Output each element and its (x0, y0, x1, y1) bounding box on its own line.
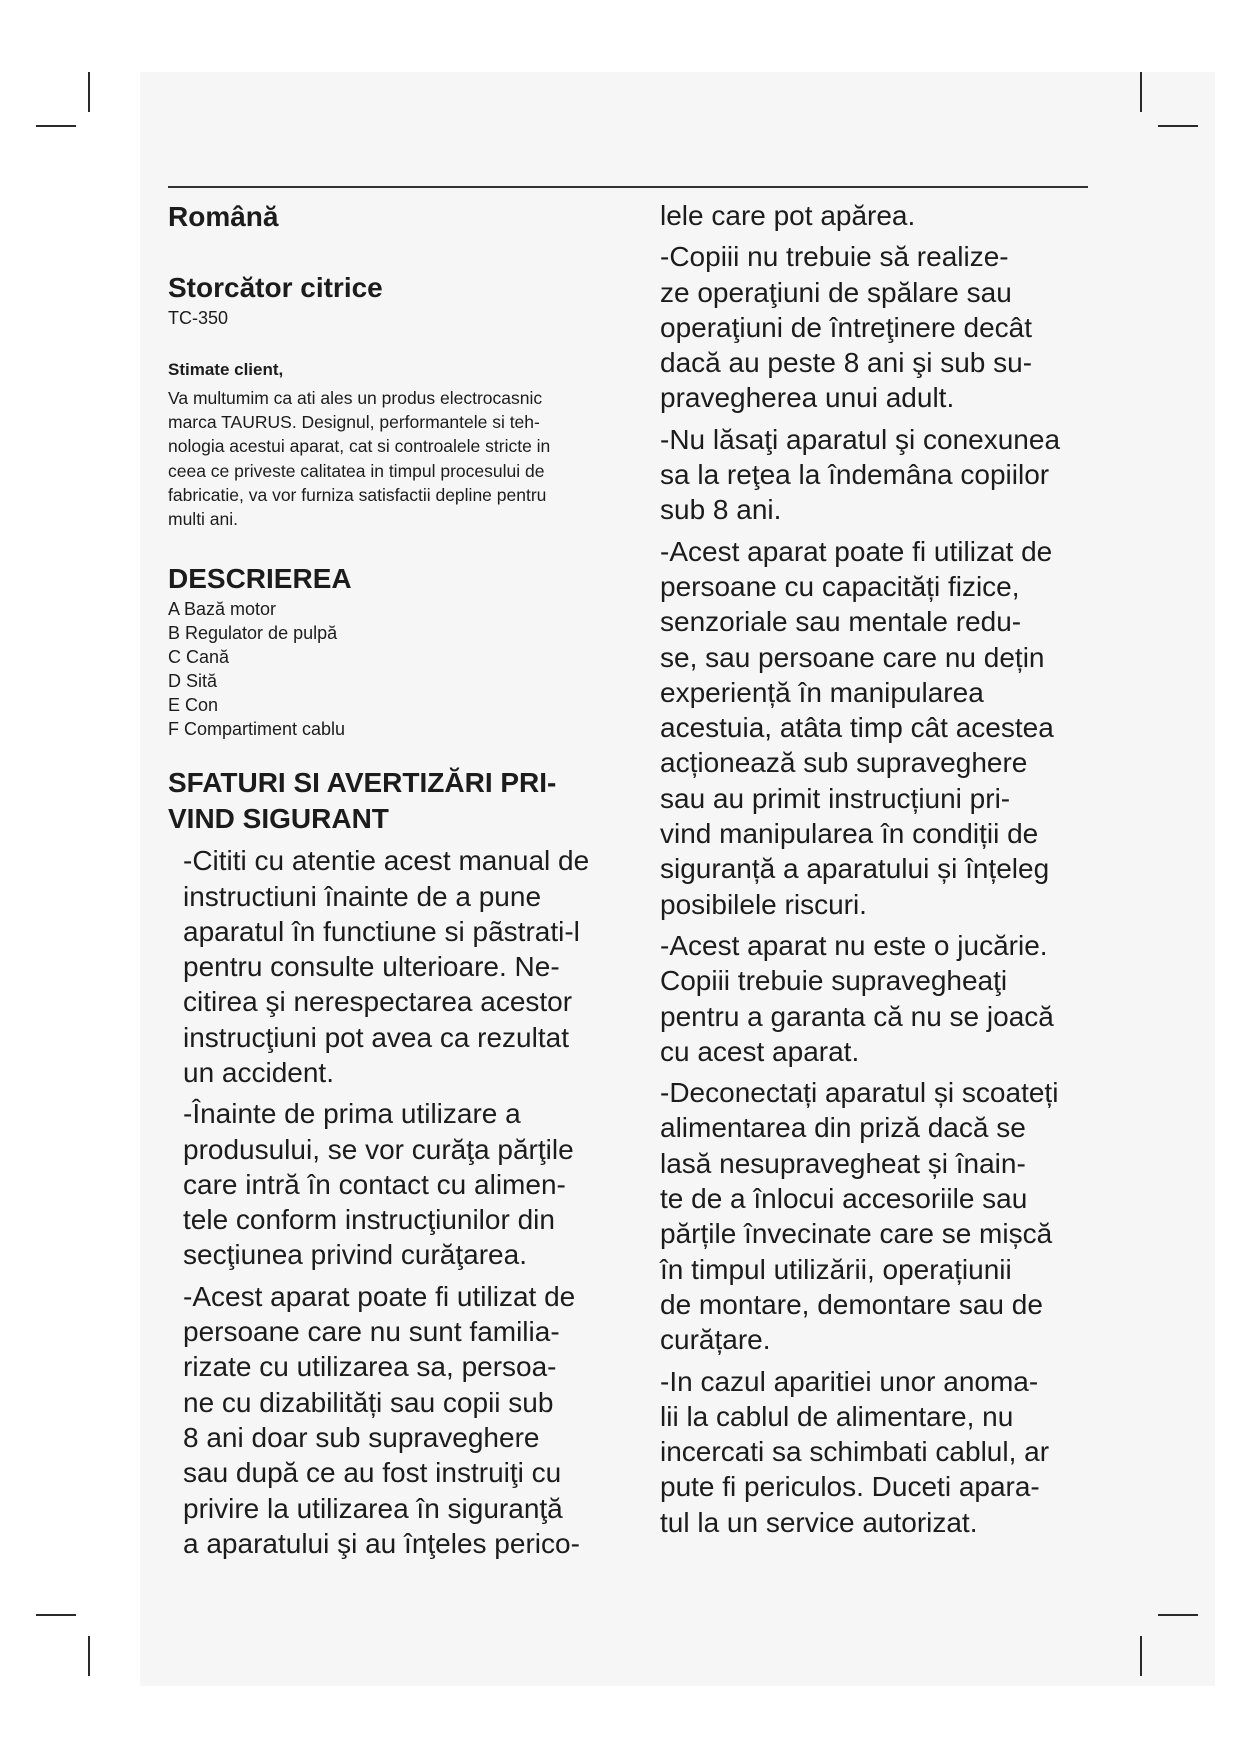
description-item: C Cană (168, 647, 230, 668)
safety-heading (168, 765, 638, 837)
paragraph-line: în timpul utilizării, operațiunii (660, 1253, 1012, 1285)
paragraph-line: incercati sa schimbati cablul, ar (660, 1436, 1050, 1468)
safety-paragraph-not-a-toy (660, 928, 1100, 1069)
paragraph-line: cu acest aparat. (660, 1035, 860, 1067)
paragraph-line: Copiii trebuie supravegheaţi (660, 965, 1008, 997)
safety-paragraph-continuation (660, 198, 1100, 233)
paragraph-line: aparatul în functiune si pãstrati-l (183, 915, 580, 947)
safety-heading-line: VIND SIGURANT (168, 803, 389, 835)
paragraph-line: care intră în contact cu alimen- (183, 1168, 566, 1200)
paragraph-line: tele conform instrucţiunilor din (183, 1204, 555, 1236)
paragraph-line: ne cu dizabilități sau copii sub (183, 1386, 554, 1418)
paragraph-line: alimentarea din priză dacă se (660, 1112, 1026, 1144)
language-heading: Română (168, 201, 279, 232)
paragraph-line: acestuia, atâta timp cât acestea (660, 712, 1054, 744)
paragraph-line: sub 8 ani. (660, 494, 782, 526)
paragraph-line: părțile învecinate care se mișcă (660, 1218, 1053, 1250)
paragraph-line: -In cazul aparitiei unor anoma- (660, 1365, 1039, 1397)
paragraph-line: vind manipularea în condiții de (660, 818, 1039, 850)
crop-mark-top-right-horizontal (1158, 125, 1198, 127)
description-item: A Bază motor (168, 599, 277, 620)
description-item: B Regulator de pulpă (168, 623, 338, 644)
description-item: D Sită (168, 671, 218, 692)
paragraph-line: dacă au peste 8 ani şi sub su- (660, 347, 1033, 379)
paragraph-line: lasă nesupravegheat și înain- (660, 1147, 1026, 1179)
paragraph-line: posibilele riscuri. (660, 888, 867, 920)
paragraph-line: sa la reţea la îndemâna copiilor (660, 459, 1050, 491)
paragraph-line: -Înainte de prima utilizare a (183, 1098, 521, 1130)
paragraph-line: ze operaţiuni de spălare sau (660, 276, 1012, 308)
paragraph-line: citirea şi nerespectarea acestor (183, 986, 573, 1018)
paragraph-line: secţiunea privind curăţarea. (183, 1239, 527, 1271)
paragraph-line: rizate cu utilizarea sa, persoa- (183, 1351, 557, 1383)
description-heading: DESCRIEREA (168, 563, 352, 595)
safety-paragraph-reduced-capacities (660, 534, 1100, 922)
paragraph-line: te de a înlocui accesoriile sau (660, 1183, 1028, 1215)
paragraph-line: persoane care nu sunt familia- (183, 1316, 560, 1348)
description-item: E Con (168, 695, 219, 716)
paragraph-line: sau după ce au fost instruiţi cu (183, 1457, 562, 1489)
crop-mark-bottom-left-vertical (88, 1636, 90, 1676)
intro-line: multi ani. (168, 509, 239, 530)
paragraph-line: -Acest aparat poate fi utilizat de (660, 535, 1053, 567)
paragraph-line: pravegherea unui adult. (660, 382, 955, 414)
intro-line: ceea ce priveste calitatea in timpul procesului de (168, 460, 545, 481)
paragraph-line: a aparatului şi au înţeles perico- (183, 1527, 580, 1559)
paragraph-line: sau au primit instrucțiuni pri- (660, 782, 1011, 814)
paragraph-line: de montare, demontare sau de (660, 1288, 1043, 1320)
crop-mark-bottom-right-horizontal (1158, 1614, 1198, 1616)
paragraph-line: operaţiuni de întreţinere decât (660, 311, 1033, 343)
crop-mark-bottom-left-horizontal (36, 1614, 76, 1616)
paragraph-line: privire la utilizarea în siguranţă (183, 1492, 563, 1524)
safety-paragraph-reach-of-children (660, 422, 1100, 528)
paragraph-line: -Acest aparat nu este o jucărie. (660, 929, 1048, 961)
paragraph-line: pute fi periculos. Duceti apara- (660, 1471, 1040, 1503)
intro-paragraph (168, 386, 638, 531)
paragraph-line: curățare. (660, 1324, 771, 1356)
paragraph-line: pentru a garanta că nu se joacă (660, 1000, 1054, 1032)
safety-paragraph-manual (168, 843, 638, 1090)
paragraph-line: senzoriale sau mentale redu- (660, 606, 1022, 638)
left-column (168, 198, 638, 1567)
paragraph-line: se, sau persoane care nu dețin (660, 641, 1045, 673)
intro-line: nologia acestui aparat, cat si controalele stricte in (168, 436, 551, 457)
product-title: Storcător citrice (168, 272, 383, 303)
paragraph-line: instrucţiuni pot avea ca rezultat (183, 1021, 569, 1053)
paragraph-line: tul la un service autorizat. (660, 1506, 978, 1538)
paragraph-line: lii la cablul de alimentare, nu (660, 1400, 1014, 1432)
paragraph-line: -Cititi cu atentie acest manual de (183, 845, 590, 877)
greeting: Stimate client, (168, 360, 284, 379)
paragraph-line: un accident. (183, 1057, 334, 1088)
paragraph-line: -Nu lăsaţi aparatul şi conexunea (660, 423, 1061, 455)
crop-mark-top-left-vertical (88, 72, 90, 112)
paragraph-line: acționează sub supraveghere (660, 747, 1028, 779)
paragraph-line: persoane cu capacități fizice, (660, 570, 1020, 602)
description-list (168, 597, 638, 741)
safety-paragraph-children-cleaning (660, 239, 1100, 415)
safety-paragraph-first-use (168, 1096, 638, 1272)
crop-mark-top-right-vertical (1140, 72, 1142, 112)
crop-mark-top-left-horizontal (36, 125, 76, 127)
paragraph-line: produsului, se vor curăţa părţile (183, 1133, 574, 1165)
paragraph-line: experiență în manipularea (660, 676, 984, 708)
intro-line: fabricatie, va vor furniza satisfactii depline pentru (168, 484, 547, 505)
paragraph-line: -Copiii nu trebuie să realize- (660, 241, 1009, 273)
paragraph-line: lele care pot apărea. (660, 200, 916, 231)
paragraph-line: siguranță a aparatului și înțeleg (660, 853, 1050, 885)
safety-heading-line: SFATURI SI AVERTIZĂRI PRI- (168, 767, 557, 799)
paragraph-line: instructiuni înainte de a pune (183, 880, 542, 912)
safety-paragraph-disconnect (660, 1075, 1100, 1357)
crop-mark-bottom-right-vertical (1140, 1636, 1142, 1676)
description-item: F Compartiment cablu (168, 719, 346, 740)
paragraph-line: -Acest aparat poate fi utilizat de (183, 1280, 576, 1312)
right-column (660, 198, 1100, 1546)
safety-paragraph-cable-damage (660, 1364, 1100, 1540)
header-rule (168, 186, 1088, 188)
intro-line: marca TAURUS. Designul, performantele si teh- (168, 412, 540, 433)
intro-line: Va multumim ca ati ales un produs electrocasnic (168, 388, 543, 408)
paragraph-line: 8 ani doar sub supraveghere (183, 1421, 540, 1453)
paragraph-line: pentru consulte ulterioare. Ne- (183, 951, 560, 983)
model-number: TC-350 (168, 308, 229, 328)
paragraph-line: -Deconectați aparatul și scoateți (660, 1077, 1059, 1109)
safety-paragraph-unfamiliar-users (168, 1279, 638, 1561)
